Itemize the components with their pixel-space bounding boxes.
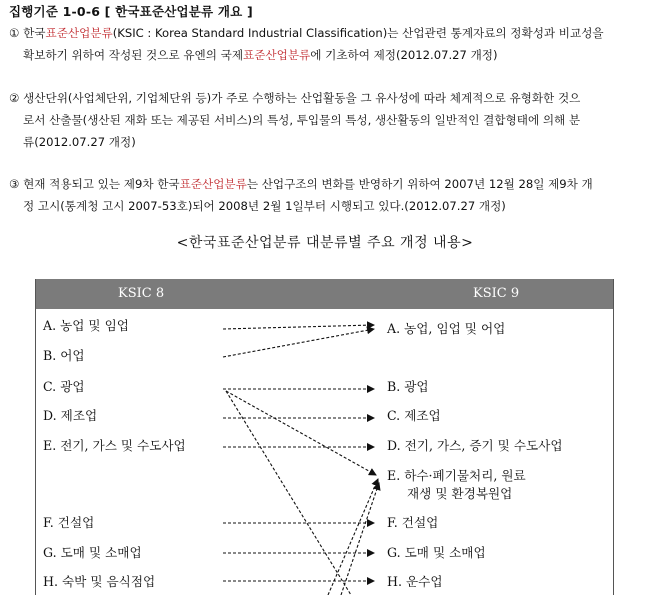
page-heading: 집행기준 1-0-6 [ 한국표준산업분류 개요 ] [9,4,253,19]
mapping-arrows [36,279,613,595]
paragraph-1-number: ① [9,26,20,40]
arrow-b-to-a [223,329,374,357]
paragraph-2-line-2: 로서 산출물(생산된 재화 또는 제공된 서비스)의 특성, 투입물의 특성, 생산활동의 일반적인 결합형태에 의해 분 [23,113,581,127]
ksic9-item-g: G. 도매 및 소매업 [387,545,486,560]
arrow-lower-to-e-2 [341,483,379,595]
paragraph-1 [9,22,637,66]
ksic9-item-h: H. 운수업 [387,574,443,589]
paragraph-3-text-c: 는 산업구조의 변화를 반영하기 위하여 2007년 12월 28일 제9차 개 [246,177,593,191]
paragraph-2-number: ② [9,91,20,105]
ksic8-item-e: E. 전기, 가스 및 수도사업 [43,438,186,453]
ksic9-item-c: C. 제조업 [387,408,441,423]
ksic9-item-a: A. 농업, 임업 및 어업 [387,321,506,336]
arrow-c-to-h [226,391,351,595]
header-ksic9: KSIC 9 [473,286,520,301]
paragraph-1-highlight-1: 표준산업분류 [45,26,113,40]
ksic8-item-f: F. 건설업 [43,515,95,530]
ksic9-item-e-line-2: 재생 및 환경복원업 [407,486,513,501]
paragraph-1-text-f: 에 기초하여 제정(2012.07.27 개정) [310,48,498,62]
paragraph-3 [9,173,637,217]
ksic9-item-b: B. 광업 [387,379,429,394]
paragraph-3-text-a: 현재 적용되고 있는 제9차 한국 [19,177,180,191]
ksic8-item-d: D. 제조업 [43,408,98,423]
ksic8-item-h: H. 숙박 및 음식점업 [43,574,156,589]
paragraph-1-text-c: (KSIC : Korea Standard Industrial Classification)는 산업관련 통계자료의 정확성과 비교성을 [112,26,604,40]
ksic-comparison-table [35,279,614,595]
arrow-a-to-a [223,325,374,329]
paragraph-3-number: ③ [9,177,20,191]
paragraph-1-line-2 [9,44,637,66]
ksic8-item-b: B. 어업 [43,348,85,363]
paragraph-3-highlight: 표준산업분류 [179,177,247,191]
ksic9-item-d: D. 전기, 가스, 증기 및 수도사업 [387,438,563,453]
ksic8-item-g: G. 도매 및 소매업 [43,545,142,560]
paragraph-1-text-a: 한국 [19,26,46,40]
header-ksic8: KSIC 8 [118,286,165,301]
arrow-c-to-e [226,391,376,475]
paragraph-2-line-1: 생산단위(사업체단위, 기업체단위 등)가 주로 수행하는 산업활동을 그 유사성에 따라 체계적으로 유형화한 것으 [19,91,581,105]
paragraph-2-line-3: 류(2012.07.27 개정) [23,135,136,149]
ksic8-item-a: A. 농업 및 임업 [43,318,129,333]
arrow-lower-to-e-1 [328,479,378,595]
table-title: <한국표준산업분류 대분류별 주요 개정 내용> [176,235,474,251]
ksic8-item-c: C. 광업 [43,379,85,394]
paragraph-3-line-2: 정 고시(통계청 고시 2007-53호)되어 2008년 2월 1일부터 시행되고 있다.(2012.07.27 개정) [23,199,506,213]
ksic9-item-f: F. 건설업 [387,515,439,530]
paragraph-1-text-d: 확보하기 위하여 작성된 것으로 유엔의 국제 [23,48,244,62]
paragraph-2 [9,87,637,153]
ksic9-item-e: E. 하수·폐기물처리, 원료 [387,468,526,483]
paragraph-1-highlight-2: 표준산업분류 [243,48,311,62]
